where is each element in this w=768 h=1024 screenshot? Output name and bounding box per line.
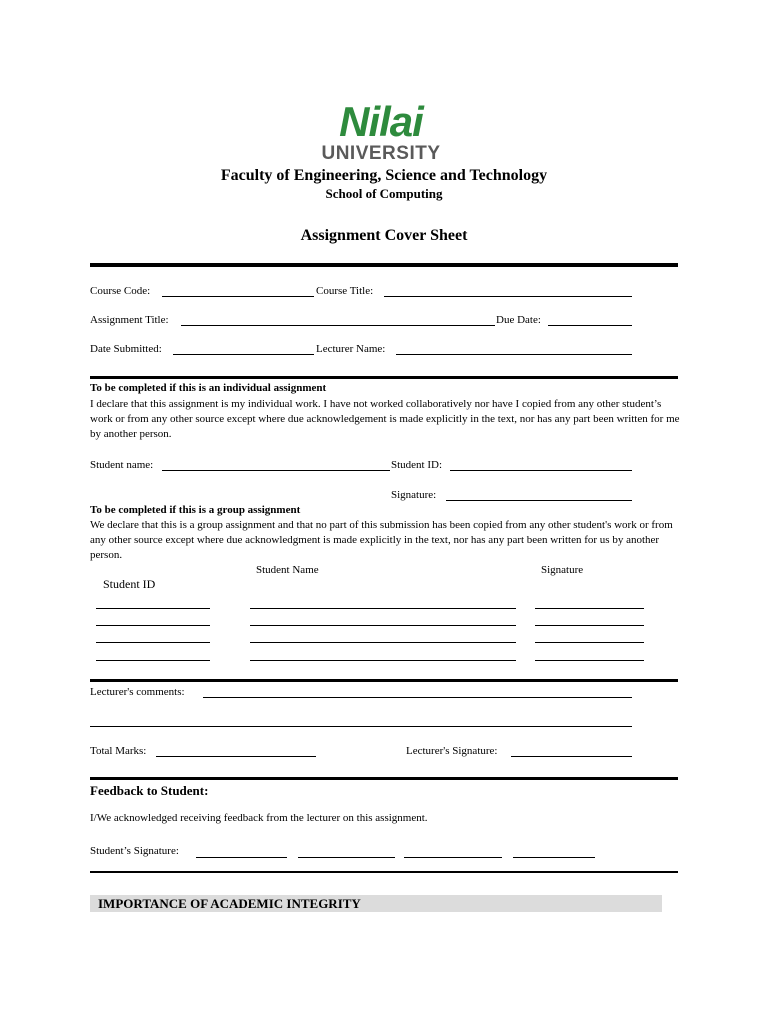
group-signature-field[interactable]: [535, 660, 644, 661]
assignment-title-label: Assignment Title:: [90, 314, 169, 326]
group-student-name-field[interactable]: [250, 642, 516, 643]
total-marks-field[interactable]: [156, 756, 316, 757]
group-student-name-field[interactable]: [250, 660, 516, 661]
total-marks-label: Total Marks:: [90, 745, 147, 757]
student-id-label: Student ID:: [391, 459, 443, 471]
course-title-label: Course Title:: [316, 285, 374, 297]
lecturer-comments-label: Lecturer's comments:: [90, 686, 185, 698]
feedback-heading: Feedback to Student:: [90, 783, 209, 798]
student-name-field[interactable]: [162, 470, 390, 471]
group-student-id-field[interactable]: [96, 642, 210, 643]
group-student-id-field[interactable]: [96, 608, 210, 609]
group-student-name-field[interactable]: [250, 625, 516, 626]
logo-word: Nilai: [339, 98, 423, 145]
group-signature-field[interactable]: [535, 642, 644, 643]
student-name-label: Student name:: [90, 459, 154, 471]
group-signature-field[interactable]: [535, 625, 644, 626]
signature-label: Signature:: [391, 489, 437, 501]
divider: [90, 263, 678, 267]
divider: [90, 376, 678, 379]
individual-declaration: I declare that this assignment is my individual work. I have not worked collaboratively nor have I copied from any other student’s work or from any other source except where due acknowledgement is made explicitly in the text, nor has any part been written for me by another person.: [90, 398, 680, 440]
group-declaration: We declare that this is a group assignment and that no part of this submission has been copied from any other student's work or from any other source except where due acknowledgment is made explicitly in the text, nor has any part been written for us by another person.: [90, 519, 673, 561]
group-student-name-field[interactable]: [250, 608, 516, 609]
course-code-label: Course Code:: [90, 285, 151, 297]
group-heading: To be completed if this is a group assignment: [90, 504, 301, 516]
student-signature-field[interactable]: [513, 857, 595, 858]
divider: [90, 871, 678, 873]
faculty-name: Faculty of Engineering, Science and Technology: [220, 167, 548, 184]
group-student-id-field[interactable]: [96, 625, 210, 626]
integrity-heading: IMPORTANCE OF ACADEMIC INTEGRITY: [98, 896, 361, 911]
student-signature-label: Student’s Signature:: [90, 845, 179, 857]
page-title: Assignment Cover Sheet: [300, 227, 468, 244]
date-submitted-field[interactable]: [173, 354, 314, 355]
group-signature-field[interactable]: [535, 608, 644, 609]
group-student-id-field[interactable]: [96, 660, 210, 661]
lecturer-name-label: Lecturer Name:: [316, 343, 386, 355]
student-signature-field[interactable]: [298, 857, 395, 858]
date-submitted-label: Date Submitted:: [90, 343, 162, 355]
column-signature: Signature: [541, 564, 584, 576]
lecturer-signature-label: Lecturer's Signature:: [406, 745, 498, 757]
university-logo: [306, 98, 456, 166]
course-title-field[interactable]: [384, 296, 632, 297]
student-signature-field[interactable]: [404, 857, 502, 858]
column-student-name: Student Name: [256, 564, 319, 576]
assignment-title-field[interactable]: [181, 325, 495, 326]
school-name: School of Computing: [325, 186, 443, 201]
lecturer-comments-field[interactable]: [203, 697, 632, 698]
lecturer-name-field[interactable]: [396, 354, 632, 355]
individual-heading: To be completed if this is an individual assignment: [90, 382, 327, 394]
integrity-banner: [90, 895, 662, 912]
lecturer-signature-field[interactable]: [511, 756, 632, 757]
due-date-label: Due Date:: [496, 314, 541, 326]
due-date-field[interactable]: [548, 325, 632, 326]
signature-field[interactable]: [446, 500, 632, 501]
student-id-field[interactable]: [450, 470, 632, 471]
column-student-id: Student ID: [103, 577, 156, 591]
logo-subtitle: UNIVERSITY: [321, 143, 441, 164]
feedback-acknowledgement: I/We acknowledged receiving feedback from the lecturer on this assignment.: [90, 812, 428, 824]
divider: [90, 679, 678, 682]
lecturer-comments-field[interactable]: [90, 726, 632, 727]
course-code-field[interactable]: [162, 296, 314, 297]
student-signature-field[interactable]: [196, 857, 287, 858]
divider: [90, 777, 678, 780]
